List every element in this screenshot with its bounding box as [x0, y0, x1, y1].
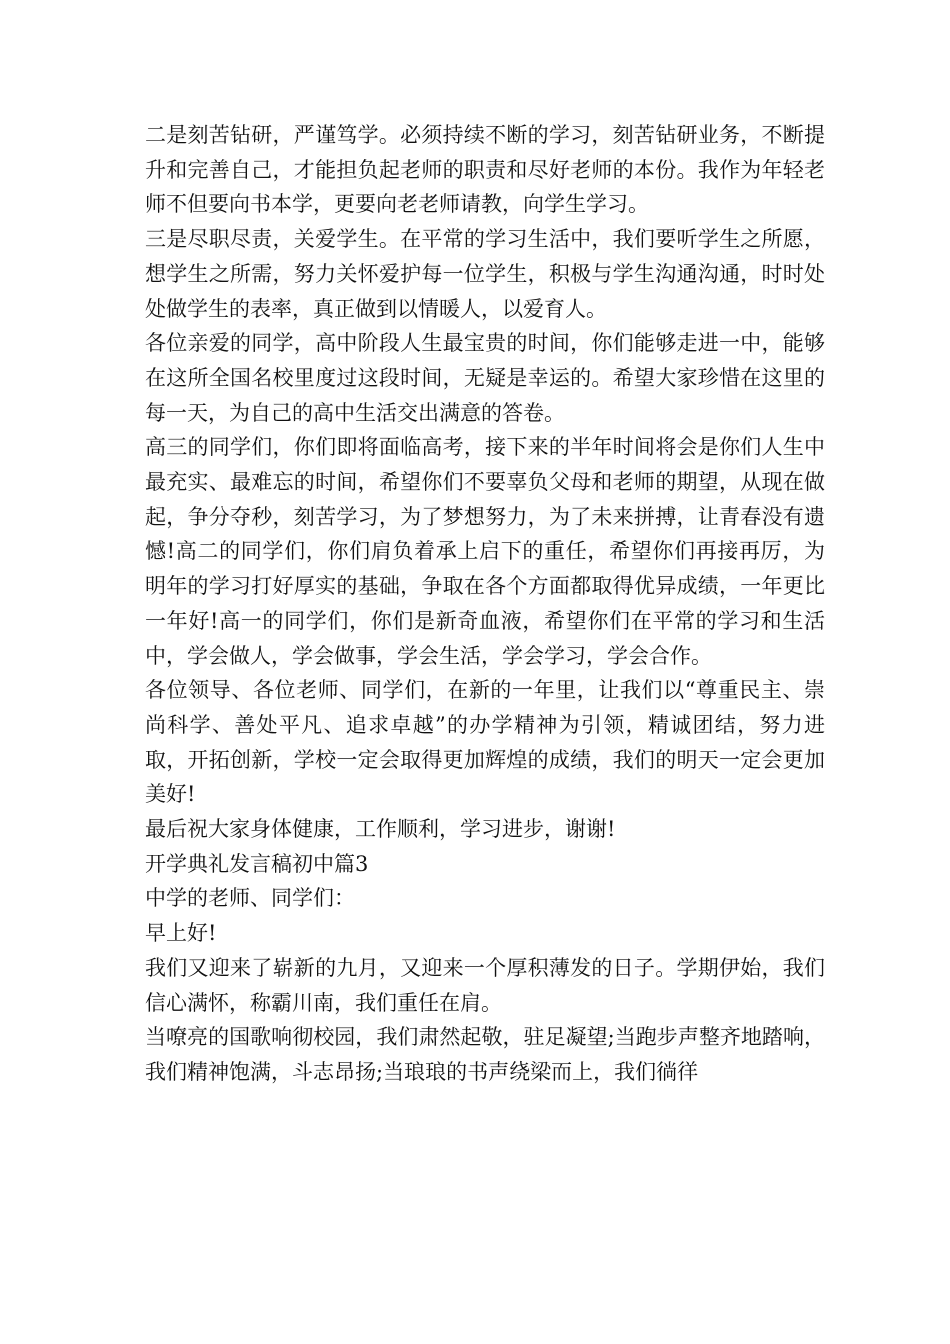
paragraph: 三是尽职尽责，关爱学生。在平常的学习生活中，我们要听学生之所愿，想学生之所需，努力关怀爱护每一位学生，积极与学生沟通沟通，时时处处做学生的表率，真正做到以情暖人，以爱育人。 — [145, 227, 825, 321]
paragraph: 当嘹亮的国歌响彻校园，我们肃然起敬，驻足凝望;当跑步声整齐地踏响，我们精神饱满，斗志昂扬;当琅琅的书声绕梁而上，我们徜徉 — [145, 1025, 825, 1084]
greeting: 早上好! — [145, 921, 217, 946]
paragraph: 我们又迎来了崭新的九月，又迎来一个厚积薄发的日子。学期伊始，我们信心满怀，称霸川南，我们重任在肩。 — [145, 955, 825, 1015]
paragraph: 各位领导、各位老师、同学们，在新的一年里，让我们以“尊重民主、崇尚科学、善处平凡、追求卓越”的办学精神为引领，精诚团结，努力进取，开拓创新，学校一定会取得更加辉煌的成绩，我们的明天一定会更加美好! — [145, 678, 825, 807]
section-heading: 开学典礼发言稿初中篇3 — [145, 851, 369, 876]
paragraph: 二是刻苦钻研，严谨笃学。必须持续不断的学习，刻苦钻研业务，不断提升和完善自己，才能担负起老师的职责和尽好老师的本份。我作为年轻老师不但要向书本学，更要向老老师请教，向学生学习。 — [145, 123, 825, 217]
paragraph: 最后祝大家身体健康，工作顺利，学习进步，谢谢! — [145, 817, 616, 842]
document-body — [145, 118, 825, 1090]
paragraph: 高三的同学们，你们即将面临高考，接下来的半年时间将会是你们人生中最充实、最难忘的时间，希望你们不要辜负父母和老师的期望，从现在做起，争分夺秒，刻苦学习，为了梦想努力，为了未来拼搏，让青春没有遗憾!高二的同学们，你们肩负着承上启下的重任，希望你们再接再厉，为明年的学习打好厚实的基础，争取在各个方面都取得优异成绩，一年更比一年好!高一的同学们，你们是新奇血液，希望你们在平常的学习和生活中，学会做人，学会做事，学会生活，学会学习，学会合作。 — [145, 435, 825, 668]
salutation: 中学的老师、同学们： — [145, 886, 355, 911]
paragraph: 各位亲爱的同学，高中阶段人生最宝贵的时间，你们能够走进一中，能够在这所全国名校里度过这段时间，无疑是幸运的。希望大家珍惜在这里的每一天，为自己的高中生活交出满意的答卷。 — [145, 331, 825, 425]
